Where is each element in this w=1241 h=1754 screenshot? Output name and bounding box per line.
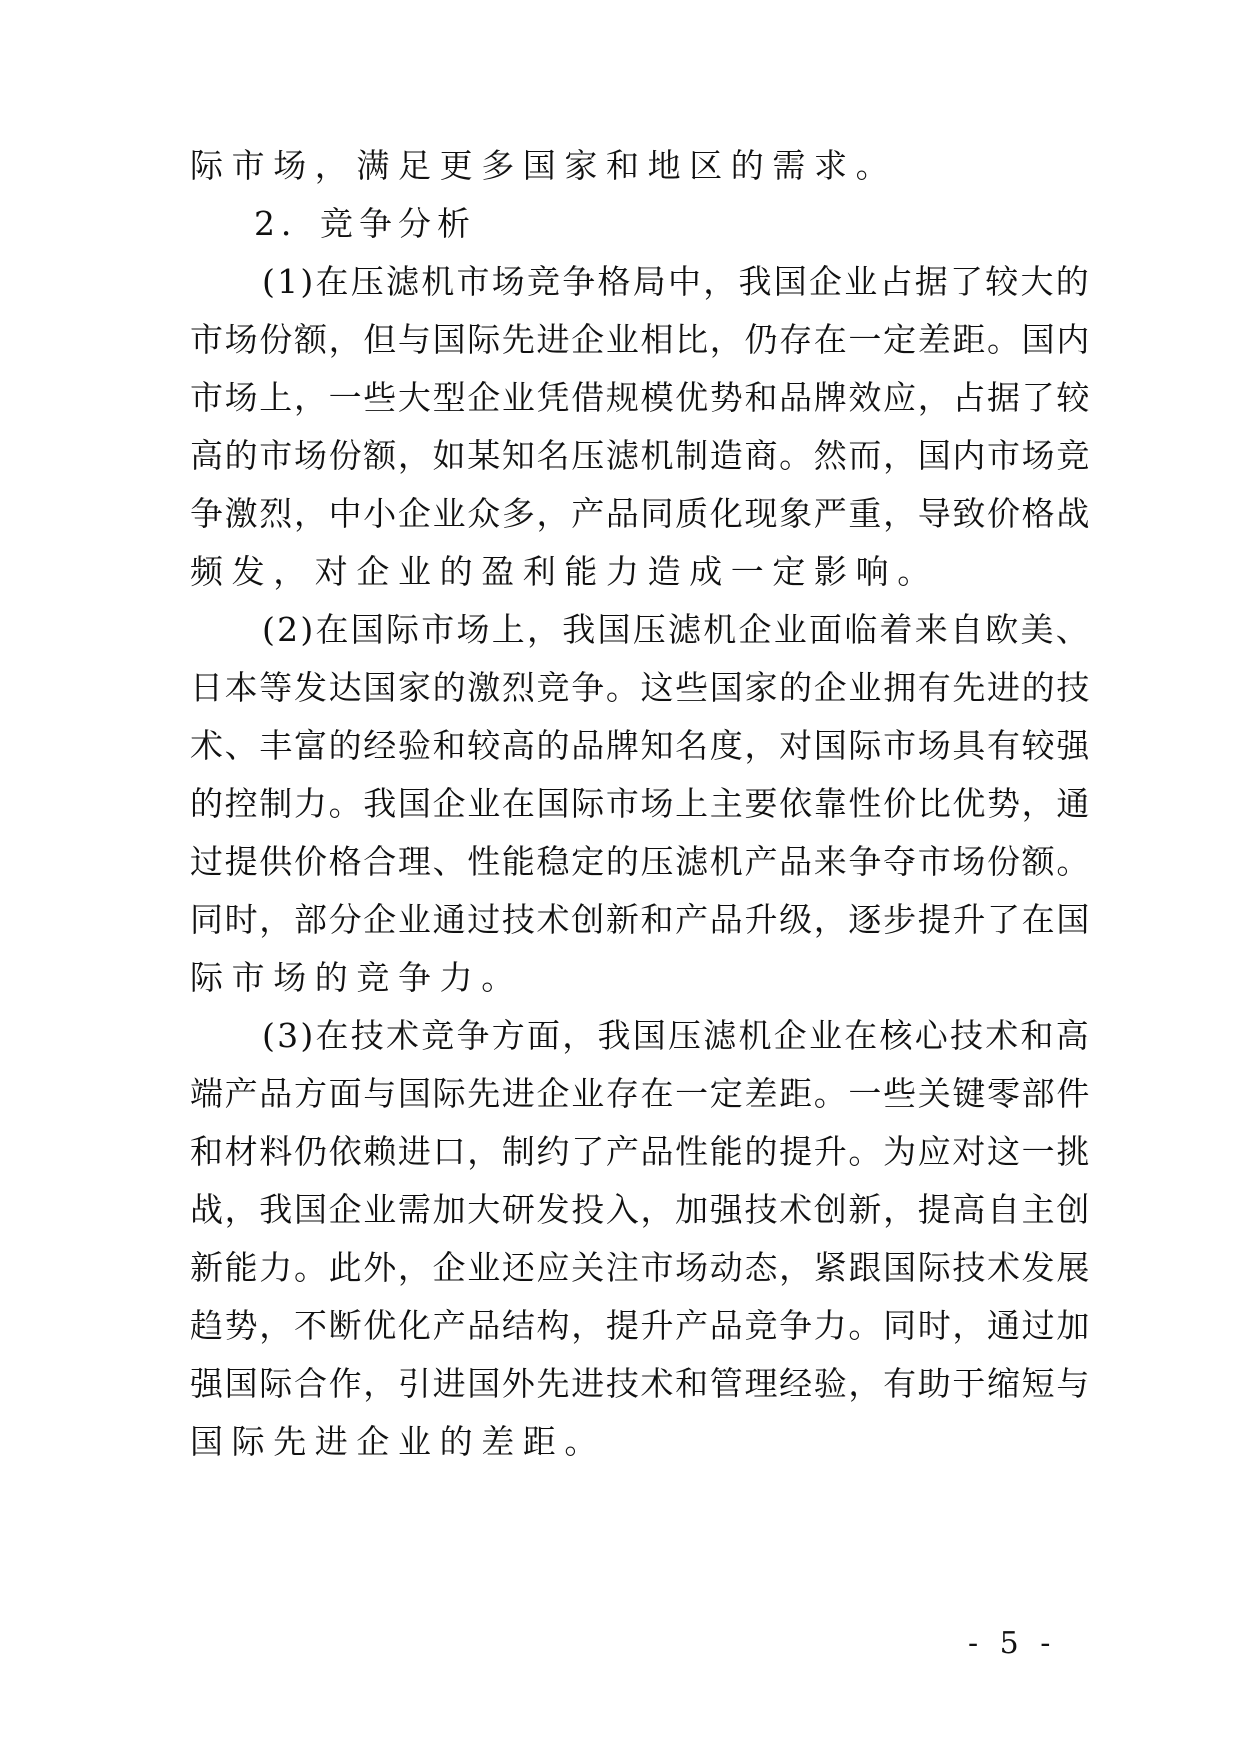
paragraph-line: 和材料仍依赖进口，制约了产品性能的提升。为应对这一挑: [190, 1132, 1091, 1171]
paragraph-line: 日本等发达国家的激烈竞争。这些国家的企业拥有先进的技: [190, 668, 1091, 707]
paragraph-line: 同时，部分企业通过技术创新和产品升级，逐步提升了在国: [190, 900, 1091, 939]
paragraph-line: (1)在压滤机市场竞争格局中，我国企业占据了较大的: [262, 262, 1091, 301]
paragraph-line: 争激烈，中小企业众多，产品同质化现象严重，导致价格战: [190, 494, 1091, 533]
paragraph-line: 战，我国企业需加大研发投入，加强技术创新，提高自主创: [190, 1190, 1091, 1229]
section-heading: 2．竞争分析: [254, 204, 476, 243]
paragraph-line: 强国际合作，引进国外先进技术和管理经验，有助于缩短与: [190, 1364, 1091, 1403]
paragraph-line: 际市场的竞争力。: [190, 958, 523, 997]
paragraph-line: 端产品方面与国际先进企业存在一定差距。一些关键零部件: [190, 1074, 1091, 1113]
paragraph-line: 市场份额，但与国际先进企业相比，仍存在一定差距。国内: [190, 320, 1091, 359]
paragraph-line: 高的市场份额，如某知名压滤机制造商。然而，国内市场竞: [190, 436, 1091, 475]
continuation-line: 际市场，满足更多国家和地区的需求。: [190, 146, 898, 185]
paragraph-line: 频发，对企业的盈利能力造成一定影响。: [190, 552, 939, 591]
paragraph-line: 过提供价格合理、性能稳定的压滤机产品来争夺市场份额。: [190, 842, 1091, 881]
paragraph-line: 新能力。此外，企业还应关注市场动态，紧跟国际技术发展: [190, 1248, 1091, 1287]
paragraph-line: 趋势，不断优化产品结构，提升产品竞争力。同时，通过加: [190, 1306, 1091, 1345]
paragraph-line: 市场上，一些大型企业凭借规模优势和品牌效应，占据了较: [190, 378, 1091, 417]
paragraph-line: (3)在技术竞争方面，我国压滤机企业在核心技术和高: [262, 1016, 1091, 1055]
paragraph-line: (2)在国际市场上，我国压滤机企业面临着来自欧美、: [262, 610, 1091, 649]
page-number: - 5 -: [968, 1626, 1057, 1661]
paragraph-line: 术、丰富的经验和较高的品牌知名度，对国际市场具有较强: [190, 726, 1091, 765]
paragraph-line: 国际先进企业的差距。: [190, 1422, 606, 1461]
paragraph-line: 的控制力。我国企业在国际市场上主要依靠性价比优势，通: [190, 784, 1091, 823]
